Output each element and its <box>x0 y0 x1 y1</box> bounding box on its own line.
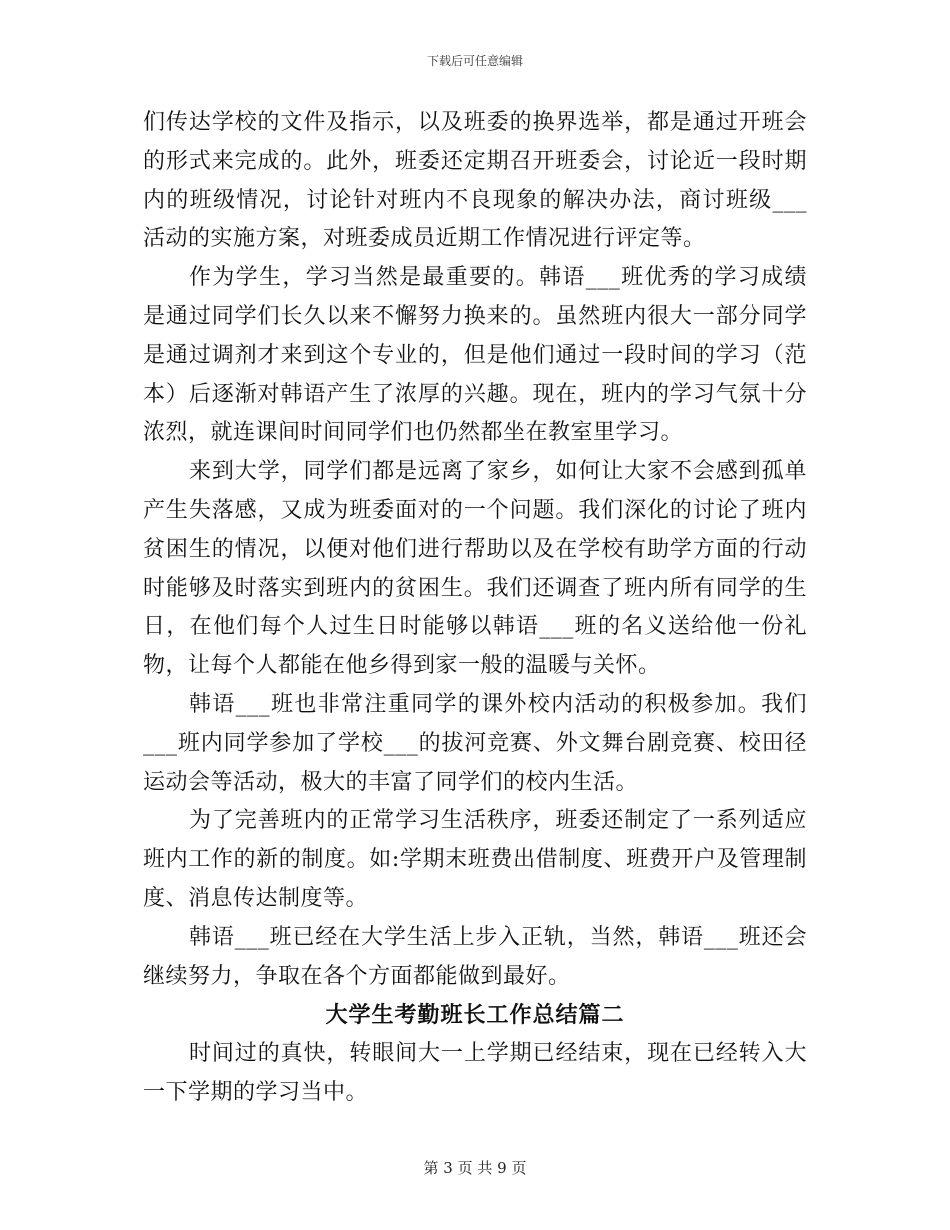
paragraph-activities: 韩语___班也非常注重同学的课外校内活动的积极参加。我们___班内同学参加了学校___的拔河竞赛、外文舞台剧竞赛、校田径运动会等活动，极大的丰富了同学们的校内生活。 <box>143 691 807 795</box>
section-title: 大学生考勤班长工作总结篇二 <box>325 1002 625 1029</box>
paragraph-section2-intro: 时间过的真快，转眼间大一上学期已经结束，现在已经转入大一下学期的学习当中。 <box>143 1041 807 1105</box>
page-footer: 第 3 页 共 9 页 <box>423 1159 527 1177</box>
page-header: 下载后可任意编辑 <box>426 54 523 68</box>
paragraph-conclusion: 韩语___班已经在大学生活上步入正轨，当然，韩语___班还会继续努力，争取在各个方面都能做到最好。 <box>143 924 807 989</box>
document-body <box>143 104 807 1113</box>
paragraph-study: 作为学生，学习当然是最重要的。韩语___班优秀的学习成绩是通过同学们长久以来不懈努力换来的。虽然班内很大一部分同学是通过调剂才来到这个专业的，但是他们通过一段时间的学习（范本）后逐渐对韩语产生了浓厚的兴趣。现在，班内的学习气氛十分浓烈，就连课间时间同学们也仍然都坐在教室里学习。 <box>143 265 807 446</box>
paragraph-rules: 为了完善班内的正常学习生活秩序，班委还制定了一系列适应班内工作的新的制度。如:学期末班费出借制度、班费开户及管理制度、消息传达制度等。 <box>143 808 807 911</box>
paragraph-continuation: 们传达学校的文件及指示，以及班委的换界选举，都是通过开班会的形式来完成的。此外，班委还定期召开班委会，讨论近一段时期内的班级情况，讨论针对班内不良现象的解决办法，商讨班级___活动的实施方案，对班委成员近期工作情况进行评定等。 <box>143 110 807 252</box>
paragraph-care: 来到大学，同学们都是远离了家乡，如何让大家不会感到孤单产生失落感，又成为班委面对的一个问题。我们深化的讨论了班内贫困生的情况，以便对他们进行帮助以及在学校有助学方面的行动时能够及时落实到班内的贫困生。我们还调查了班内所有同学的生日，在他们每个人过生日时能够以韩语___班的名义送给他一份礼物，让每个人都能在他乡得到家一般的温暖与关怀。 <box>143 459 807 679</box>
